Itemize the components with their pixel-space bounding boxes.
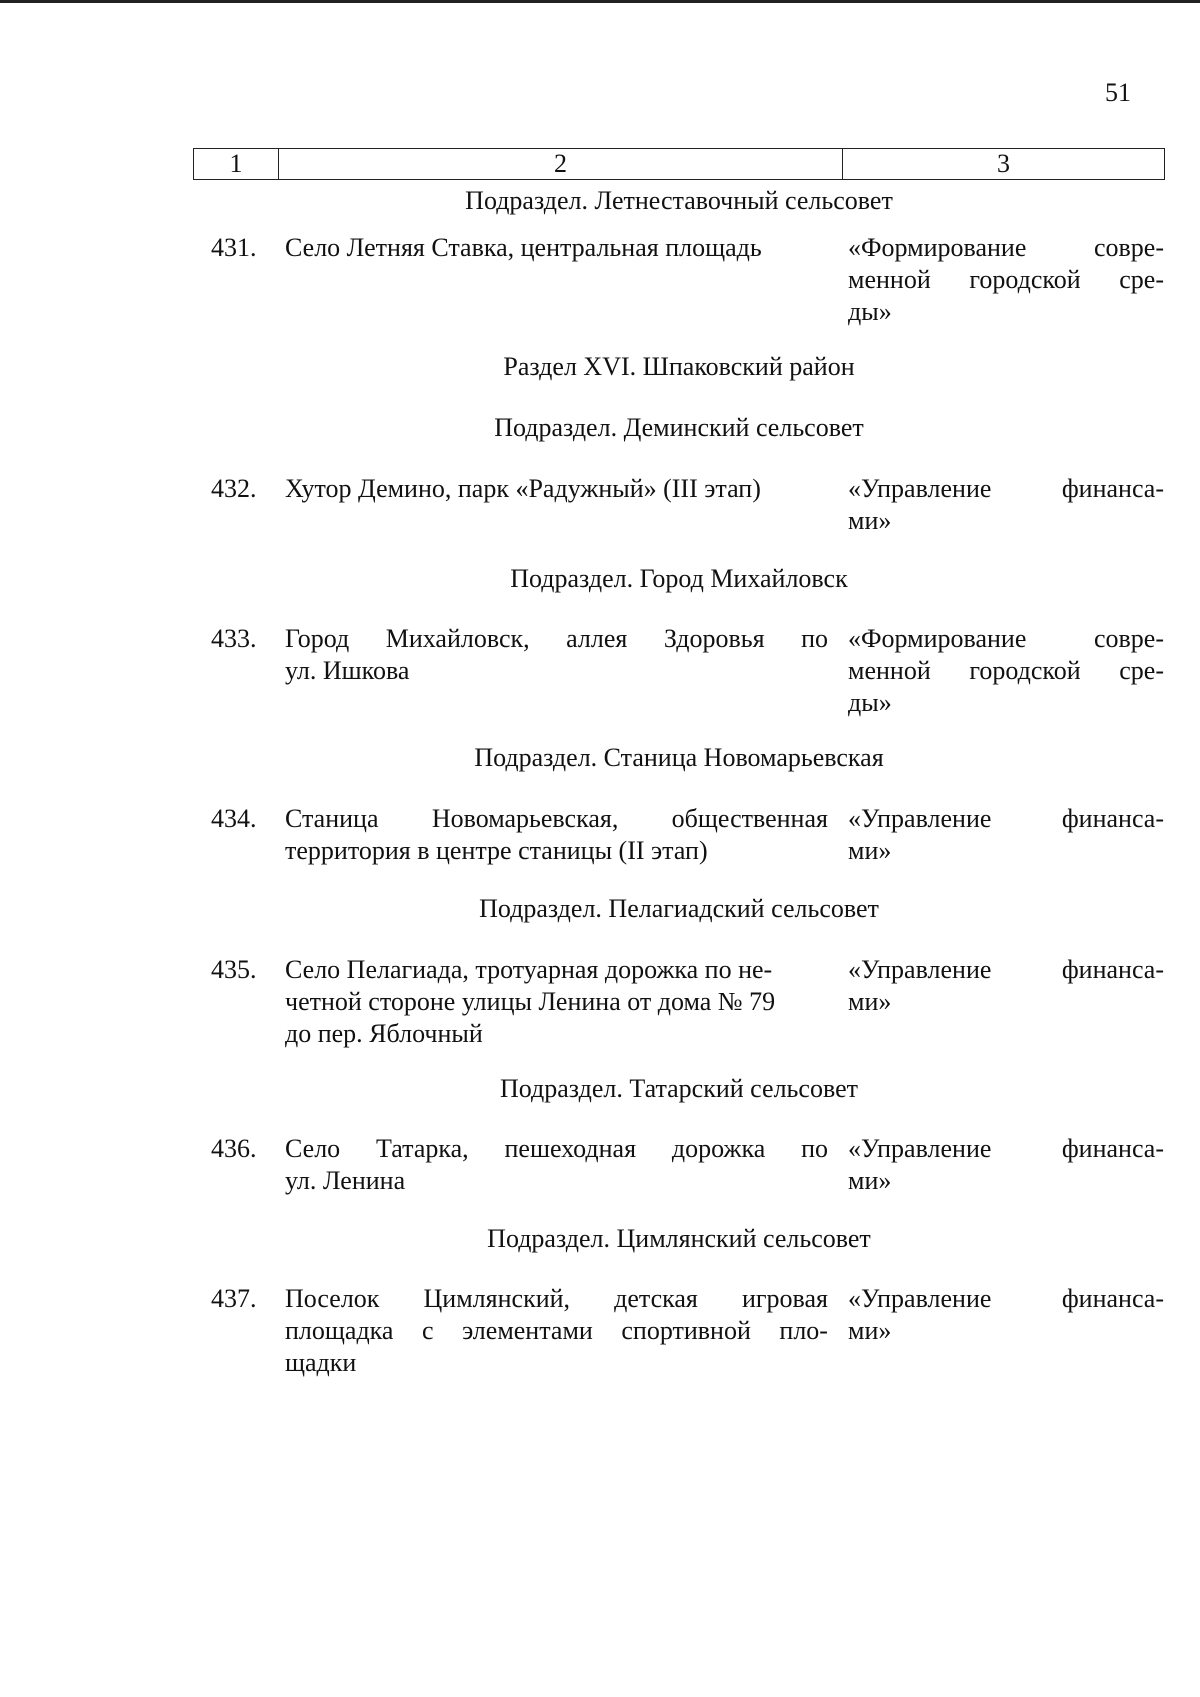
- program-line: ми»: [848, 1166, 892, 1195]
- program-word: «Управление: [848, 1134, 992, 1163]
- program-word: совре-: [1093, 624, 1164, 653]
- program-line: ми»: [848, 987, 892, 1016]
- program-justified-line: [848, 803, 1164, 835]
- row-location-text: [285, 954, 828, 1050]
- program-line: ми»: [848, 1316, 892, 1345]
- location-word: дорожка: [671, 1134, 766, 1163]
- location-line: территория в центре станицы (II этап): [285, 836, 708, 865]
- location-word: игровая: [741, 1284, 828, 1313]
- row-location-text: [285, 473, 828, 505]
- program-line: ми»: [848, 506, 892, 535]
- row-number: 433.: [211, 624, 257, 653]
- location-word: с: [422, 1316, 434, 1345]
- location-word: аллея: [566, 624, 628, 653]
- program-word: городской: [969, 656, 1081, 685]
- row-number: 431.: [211, 233, 257, 262]
- location-line: Хутор Демино, парк «Радужный» (III этап): [285, 474, 761, 503]
- row-location-text: [285, 623, 828, 687]
- subsection-heading-deminsky: Подраздел. Деминский сельсовет: [494, 413, 864, 442]
- subsection-heading-letnestavochny: Подраздел. Летнеставочный сельсовет: [465, 186, 893, 215]
- program-justified-line: [848, 623, 1164, 655]
- program-word: менной: [848, 265, 931, 294]
- location-word: Поселок: [285, 1284, 380, 1313]
- row-program-text: [848, 803, 1164, 867]
- location-word: Здоровья: [663, 624, 765, 653]
- location-justified-line: [285, 1133, 828, 1165]
- program-line: ды»: [848, 688, 892, 717]
- program-word: совре-: [1093, 233, 1164, 262]
- row-number: 436.: [211, 1134, 257, 1163]
- location-word: пешеходная: [504, 1134, 637, 1163]
- row-program-text: [848, 232, 1164, 328]
- row-location-text: [285, 232, 828, 264]
- program-word: «Формирование: [848, 624, 1027, 653]
- location-word: площадка: [285, 1316, 394, 1345]
- location-word: Новомарьевская,: [431, 804, 619, 833]
- program-word: финанса-: [1061, 804, 1164, 833]
- location-line: четной стороне улицы Ленина от дома № 79: [285, 987, 776, 1016]
- top-border-line: [0, 0, 1200, 3]
- program-justified-line: [848, 232, 1164, 264]
- row-program-text: [848, 954, 1164, 1018]
- location-line: ул. Ленина: [285, 1166, 406, 1195]
- row-program-text: [848, 473, 1164, 537]
- program-word: финанса-: [1061, 955, 1164, 984]
- column-header-table: [193, 148, 1165, 180]
- program-word: сре-: [1119, 656, 1164, 685]
- location-word: спортивной: [621, 1316, 751, 1345]
- location-word: Татарка,: [376, 1134, 469, 1163]
- location-line: щадки: [285, 1348, 357, 1377]
- program-word: сре-: [1119, 265, 1164, 294]
- row-program-text: [848, 1283, 1164, 1347]
- page-number: 51: [1105, 78, 1131, 107]
- program-word: городской: [969, 265, 1081, 294]
- program-justified-line: [848, 473, 1164, 505]
- row-program-text: [848, 1133, 1164, 1197]
- row-number: 437.: [211, 1284, 257, 1313]
- row-location-text: [285, 1133, 828, 1197]
- program-word: финанса-: [1061, 1284, 1164, 1313]
- location-word: общественная: [671, 804, 828, 833]
- program-justified-line: [848, 264, 1164, 296]
- location-word: Цимлянский,: [423, 1284, 571, 1313]
- location-line: Село Пелагиада, тротуарная дорожка по не-: [285, 955, 773, 984]
- location-justified-line: [285, 803, 828, 835]
- location-line: ул. Ишкова: [285, 656, 410, 685]
- column-header-1: 1: [194, 149, 279, 179]
- program-word: финанса-: [1061, 474, 1164, 503]
- location-word: детская: [614, 1284, 698, 1313]
- program-word: «Управление: [848, 804, 992, 833]
- location-word: Станица: [285, 804, 379, 833]
- section-heading-shpakovsky: Раздел XVI. Шпаковский район: [503, 352, 855, 381]
- subsection-heading-tatarsky: Подраздел. Татарский сельсовет: [500, 1074, 858, 1103]
- location-word: элементами: [462, 1316, 593, 1345]
- subsection-heading-pelagiadsky: Подраздел. Пелагиадский сельсовет: [479, 894, 879, 923]
- column-header-2: 2: [279, 149, 843, 179]
- program-word: «Управление: [848, 955, 992, 984]
- program-line: ды»: [848, 297, 892, 326]
- program-line: ми»: [848, 836, 892, 865]
- program-justified-line: [848, 1133, 1164, 1165]
- program-word: «Управление: [848, 1284, 992, 1313]
- program-justified-line: [848, 954, 1164, 986]
- program-justified-line: [848, 1283, 1164, 1315]
- location-justified-line: [285, 623, 828, 655]
- column-header-3: 3: [997, 149, 1010, 178]
- row-number: 434.: [211, 804, 257, 833]
- program-justified-line: [848, 655, 1164, 687]
- row-program-text: [848, 623, 1164, 719]
- row-location-text: [285, 803, 828, 867]
- location-word: Село: [285, 1134, 341, 1163]
- location-word: пло-: [779, 1316, 828, 1345]
- location-line: Село Летняя Ставка, центральная площадь: [285, 233, 762, 262]
- subsection-heading-tsimlyansky: Подраздел. Цимлянский сельсовет: [487, 1224, 871, 1253]
- row-number: 432.: [211, 474, 257, 503]
- row-number: 435.: [211, 955, 257, 984]
- subsection-heading-novomaryevskaya: Подраздел. Станица Новомарьевская: [474, 743, 884, 772]
- location-word: по: [801, 624, 828, 653]
- program-word: «Формирование: [848, 233, 1027, 262]
- location-word: Михайловск,: [385, 624, 530, 653]
- location-justified-line: [285, 1283, 828, 1315]
- row-location-text: [285, 1283, 828, 1379]
- subsection-heading-mikhaylovsk: Подраздел. Город Михайловск: [510, 564, 848, 593]
- program-word: «Управление: [848, 474, 992, 503]
- program-word: менной: [848, 656, 931, 685]
- location-line: до пер. Яблочный: [285, 1019, 483, 1048]
- program-word: финанса-: [1061, 1134, 1164, 1163]
- location-justified-line: [285, 1315, 828, 1347]
- location-word: по: [801, 1134, 828, 1163]
- location-word: Город: [285, 624, 350, 653]
